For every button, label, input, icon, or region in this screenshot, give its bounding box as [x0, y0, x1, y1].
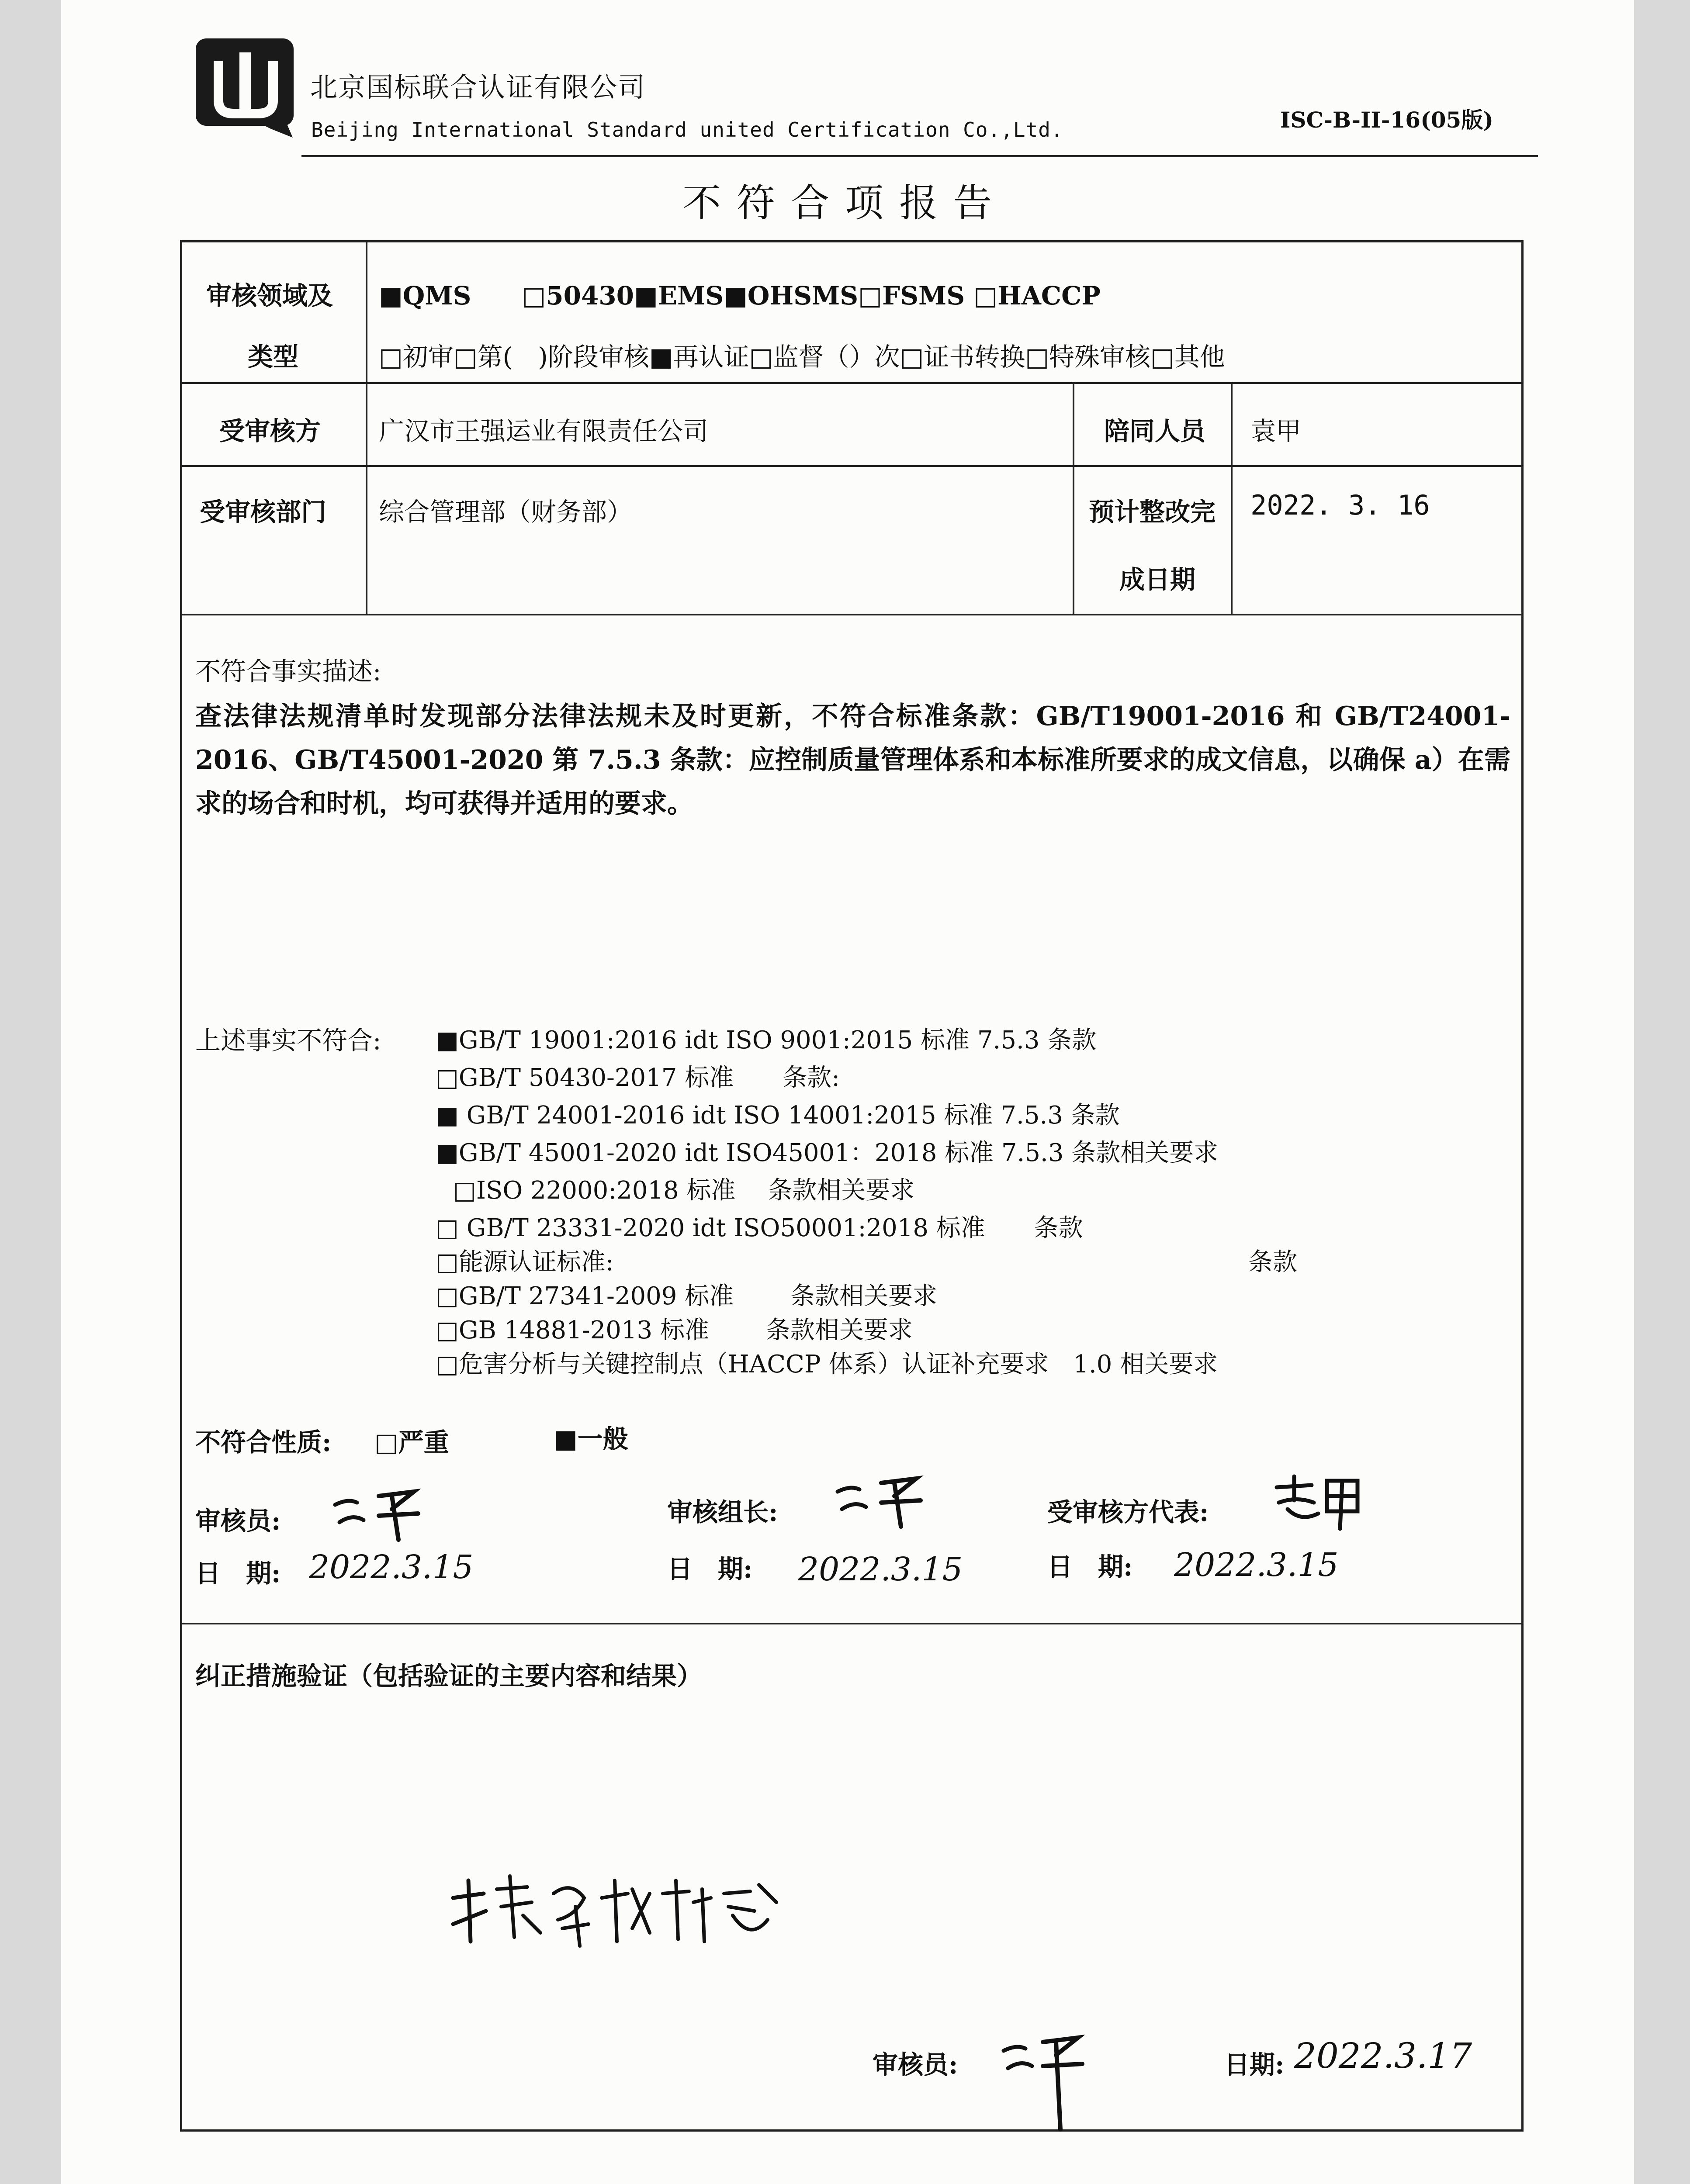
- clause-energy: □能源认证标准:: [436, 1248, 614, 1276]
- clause-27341: □GB/T 27341-2009 标准 条款相关要求: [436, 1282, 937, 1310]
- clause-23331: □ GB/T 23331-2020 idt ISO50001:2018 标准 条款: [436, 1214, 1083, 1242]
- clause-50430: □GB/T 50430-2017 标准 条款:: [436, 1064, 840, 1092]
- document-title: 不符合项报告: [682, 180, 1008, 225]
- clause-lead: 上述事实不符合:: [195, 1026, 381, 1055]
- severity-label: 不符合性质:: [195, 1427, 332, 1457]
- clause-24001: ■ GB/T 24001-2016 idt ISO 14001:2015 标准 7.5.3 条款: [436, 1101, 1120, 1130]
- company-name-cn: 北京国标联合认证有限公司: [310, 71, 646, 103]
- verify-date: 2022.3.17: [1294, 2035, 1472, 2076]
- nonconformity-report-table: [180, 240, 1524, 2132]
- auditee-label: 受审核方: [219, 416, 321, 446]
- clause-haccp: □危害分析与关键控制点（HACCP 体系）认证补充要求 1.0 相关要求: [436, 1350, 1218, 1379]
- audit-standards-checkboxes: ■QMS □50430■EMS■OHSMS□FSMS □HACCP: [379, 281, 1101, 311]
- severity-serious: □严重: [374, 1427, 449, 1457]
- severity-general: ■一般: [554, 1424, 628, 1454]
- escort-label: 陪同人员: [1104, 416, 1206, 446]
- auditee-rep-label: 受审核方代表:: [1047, 1497, 1209, 1527]
- row-divider: [182, 614, 1521, 615]
- escort-name: 袁甲: [1250, 416, 1302, 446]
- row-divider: [182, 465, 1521, 467]
- verify-date-label: 日期:: [1224, 2050, 1285, 2080]
- department-name: 综合管理部（财务部）: [379, 497, 633, 527]
- clause-45001: ■GB/T 45001-2020 idt ISO45001：2018 标准 7.5.3 条款相关要求: [436, 1139, 1219, 1167]
- auditee-rep-signature: [1270, 1470, 1366, 1531]
- handwritten-correction-note: [444, 1867, 794, 1955]
- scope-label-1: 审核领域及: [206, 281, 333, 311]
- correction-heading: 纠正措施验证（包括验证的主要内容和结果）: [195, 1661, 703, 1691]
- col-divider: [1231, 382, 1233, 614]
- auditor-label: 审核员:: [195, 1506, 281, 1536]
- department-label: 受审核部门: [200, 497, 327, 527]
- document-code: ISC-B-II-16(05版): [1280, 107, 1493, 133]
- audit-type-checkboxes: □初审□第( )阶段审核■再认证□监督（）次□证书转换□特殊审核□其他: [379, 342, 1225, 372]
- auditor-date: 2022.3.15: [309, 1548, 474, 1586]
- header-divider: [301, 155, 1538, 157]
- description-heading: 不符合事实描述:: [195, 657, 381, 686]
- scope-label-2: 类型: [248, 342, 299, 372]
- auditor-date-label: 日 期:: [195, 1559, 281, 1588]
- due-date: 2022. 3. 16: [1250, 489, 1430, 521]
- row-divider: [182, 382, 1521, 384]
- rep-date: 2022.3.15: [1174, 1546, 1339, 1584]
- clause-19001: ■GB/T 19001:2016 idt ISO 9001:2015 标准 7.5.3 条款: [436, 1026, 1097, 1054]
- nonconformity-description: 查法律法规清单时发现部分法律法规未及时更新，不符合标准条款：GB/T19001-2016 和 GB/T24001-2016、GB/T45001-2020 第 7.5.3 条款：应控制质量管理体系和本标准所要求的成文信息，以确保 a）在需求的场合和时机，均可获得并适用的要求。: [195, 701, 1510, 819]
- page-number: [1398, 2182, 1534, 2184]
- row-divider: [182, 1623, 1521, 1624]
- rep-date-label: 日 期:: [1047, 1552, 1133, 1582]
- col-divider: [1073, 382, 1074, 614]
- auditor-signature: [326, 1479, 431, 1544]
- due-date-label-2: 成日期: [1119, 565, 1196, 594]
- due-date-label-1: 预计整改完: [1089, 497, 1216, 527]
- company-logo-icon: [192, 35, 297, 144]
- verify-auditor-signature: [995, 2025, 1091, 2134]
- verify-auditor-label: 审核员:: [873, 2050, 958, 2080]
- clause-energy-suffix: 条款: [1248, 1248, 1297, 1276]
- leader-date-label: 日 期:: [667, 1554, 753, 1584]
- company-name-en: Beijing International Standard united Certification Co.,Ltd.: [311, 118, 1063, 142]
- leader-date: 2022.3.15: [798, 1551, 963, 1588]
- clause-14881: □GB 14881-2013 标准 条款相关要求: [436, 1316, 913, 1344]
- team-leader-label: 审核组长:: [667, 1497, 778, 1527]
- auditee-name: 广汉市王强运业有限责任公司: [379, 416, 709, 446]
- clause-22000: □ISO 22000:2018 标准 条款相关要求: [453, 1176, 915, 1205]
- col-divider: [366, 242, 367, 614]
- team-leader-signature: [829, 1465, 934, 1531]
